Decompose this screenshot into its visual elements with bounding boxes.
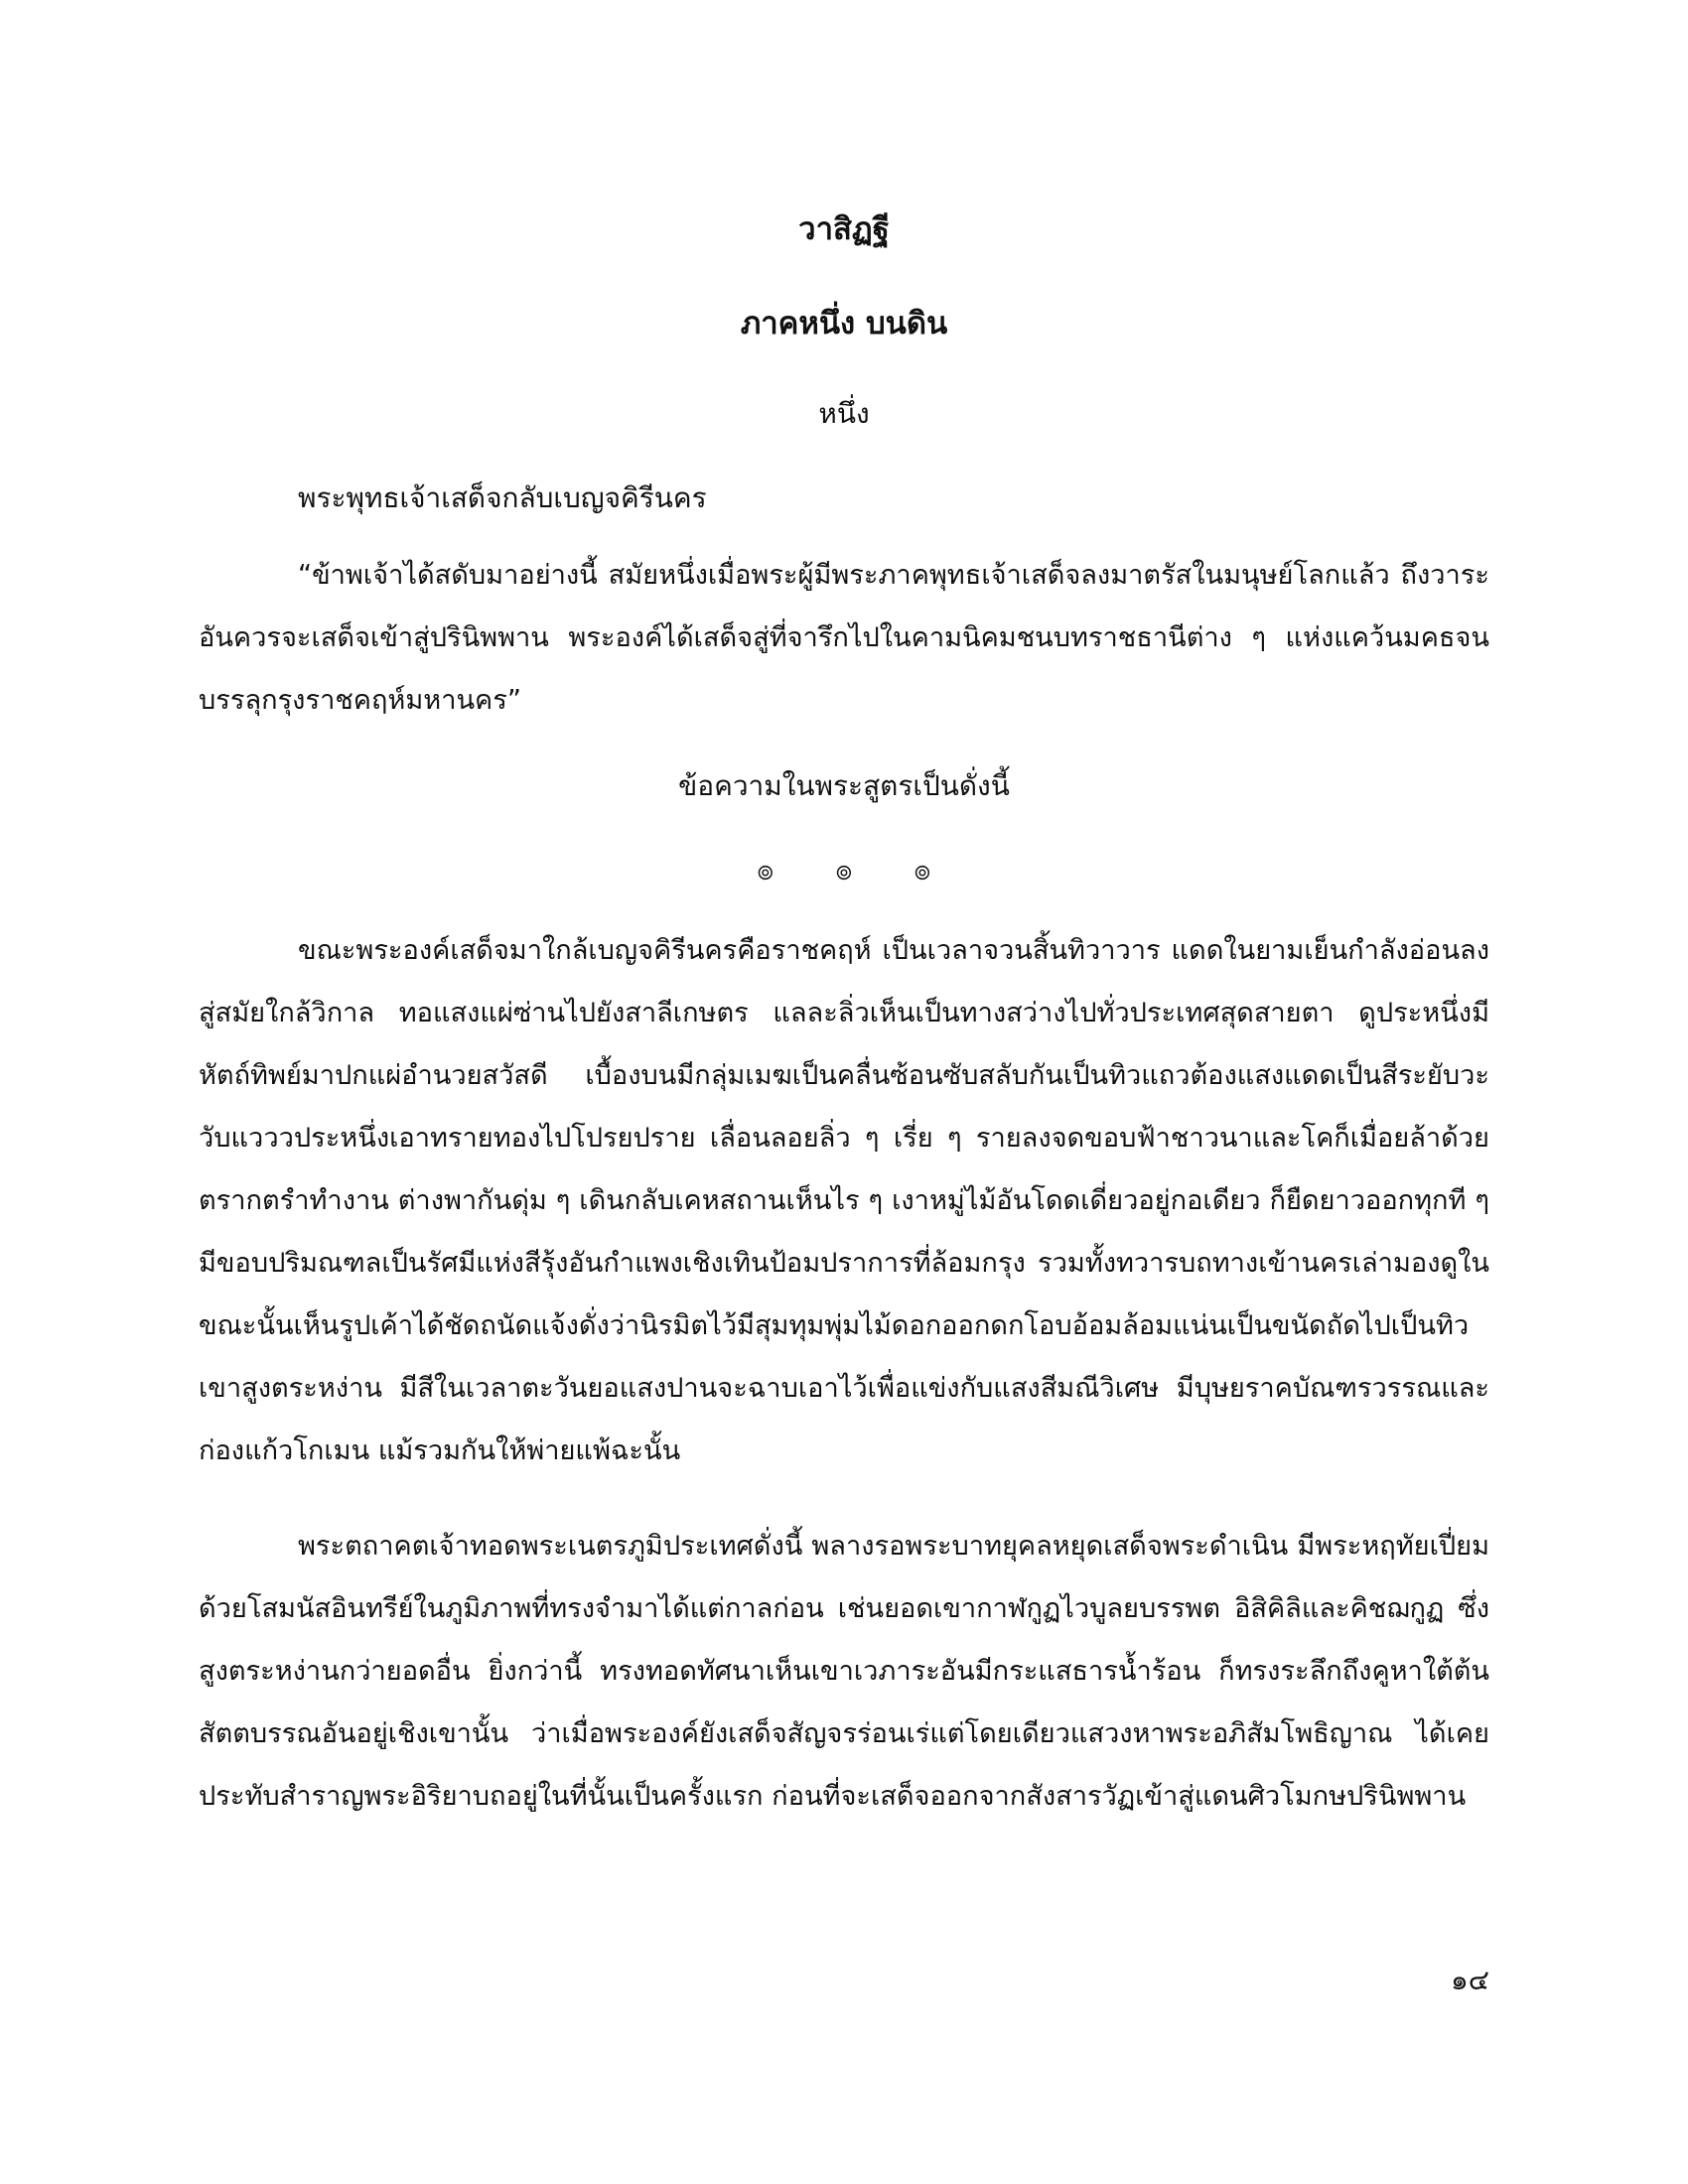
body-paragraph-1: ขณะพระองค์เสด็จมาใกล้เบญจคิรีนครคือราชคฤห์ เป็นเวลาจวนสิ้นทิวาวาร แดดในยามเย็นกำลังอ่อนลงสู่สมัยใกล้วิกาล ทอแสงแผ่ซ่านไปยังสาลีเกษตร แลละลิ่วเห็นเป็นทางสว่างไปทั่วประเทศสุดสายตา ดูประหนึ่งมีหัตถ์ทิพย์มาปกแผ่อำนวยสวัสดี เบื้องบนมีกลุ่มเมฆเป็นคลื่นซ้อนซับสลับกันเป็นทิวแถวต้องแสงแดดเป็นสีระยับวะวับแวววประหนึ่งเอาทรายทองไปโปรยปราย เลื่อนลอยลิ่ว ๆ เรี่ย ๆ รายลงจดขอบฟ้าชาวนาและโคก็เมื่อยล้าด้วยตรากตรำทำงาน ต่างพากันดุ่ม ๆ เดินกลับเคหสถานเห็นไร ๆ เงาหมู่ไม้อันโดดเดี่ยวอยู่กอเดียว ก็ยืดยาวออกทุกที ๆ มีขอบปริมณฑลเป็นรัศมีแห่งสีรุ้งอันกำแพงเชิงเทินป้อมปราการที่ล้อมกรุง รวมทั้งทวารบถทางเข้านครเล่ามองดูในขณะนั้นเห็นรูปเค้าได้ชัดถนัดแจ้งดั่งว่านิรมิตไว้มีสุมทุมพุ่มไม้ดอกออกดกโอบอ้อมล้อมแน่นเป็นขนัดถัดไปเป็นทิวเขาสูงตระหง่าน มีสีในเวลาตะวันยอแสงปานจะฉาบเอาไว้เพื่อแข่งกับแสงสีมณีวิเศษ มีบุษยราคบัณฑรวรรณและก่องแก้วโกเมน แม้รวมกันให้พ่ายแพ้ฉะนั้น: [199, 935, 1489, 1466]
book-title: วาสิฏฐี: [798, 211, 890, 247]
chapter-title: หนึ่ง: [818, 397, 870, 430]
body-paragraph-2: พระตถาคตเจ้าทอดพระเนตรภูมิประเทศดั่งนี้ พลางรอพระบาทยุคลหยุดเสด็จพระดำเนิน มีพระหฤทัยเปี่ยมด้วยโสมนัสอินทรีย์ในภูมิภาพที่ทรงจำมาได้แต่กาลก่อน เช่นยอดเขากาฬกูฏไวบูลยบรรพต อิสิคิลิและคิชฌกูฏ ซึ่งสูงตระหง่านกว่ายอดอื่น ยิ่งกว่านี้ ทรงทอดทัศนาเห็นเขาเวภาระอันมีกระแสธารน้ำร้อน ก็ทรงระลึกถึงคูหาใต้ต้นสัตตบรรณอันอยู่เชิงเขานั้น ว่าเมื่อพระองค์ยังเสด็จสัญจรร่อนเร่แต่โดยเดียวแสวงหาพระอภิสัมโพธิญาณ ได้เคยประทับสำราญพระอิริยาบถอยู่ในที่นั้นเป็นครั้งแรก ก่อนที่จะเสด็จออกจากสังสารวัฏเข้าสู่แดนศิวโมกษปรินิพพาน: [199, 1531, 1489, 1812]
ornament-mark: ๏: [835, 854, 853, 887]
part-title: ภาคหนึ่ง บนดิน: [740, 306, 948, 341]
section-divider: [0, 849, 1688, 892]
quote-caption: ข้อความในพระสูตรเป็นดั่งนี้: [678, 769, 1010, 802]
page-number: ๑๔: [1451, 1964, 1489, 1996]
ornament-mark: ๏: [757, 854, 774, 887]
ornament-mark: ๏: [914, 854, 931, 887]
section-heading: พระพุทธเจ้าเสด็จกลับเบญจคิรีนคร: [298, 481, 707, 514]
quote-paragraph: “ข้าพเจ้าได้สดับมาอย่างนี้ สมัยหนึ่งเมื่อพระผู้มีพระภาคพุทธเจ้าเสด็จลงมาตรัสในมนุษย์โลกแล้ว ถึงวาระอันควรจะเสด็จเข้าสู่ปรินิพพาน พระองค์ได้เสด็จสู่ที่จารึกไปในคามนิคมชนบทราชธานีต่าง ๆ แห่งแคว้นมคธจนบรรลุกรุงราชคฤห์มหานคร”: [199, 560, 1489, 716]
